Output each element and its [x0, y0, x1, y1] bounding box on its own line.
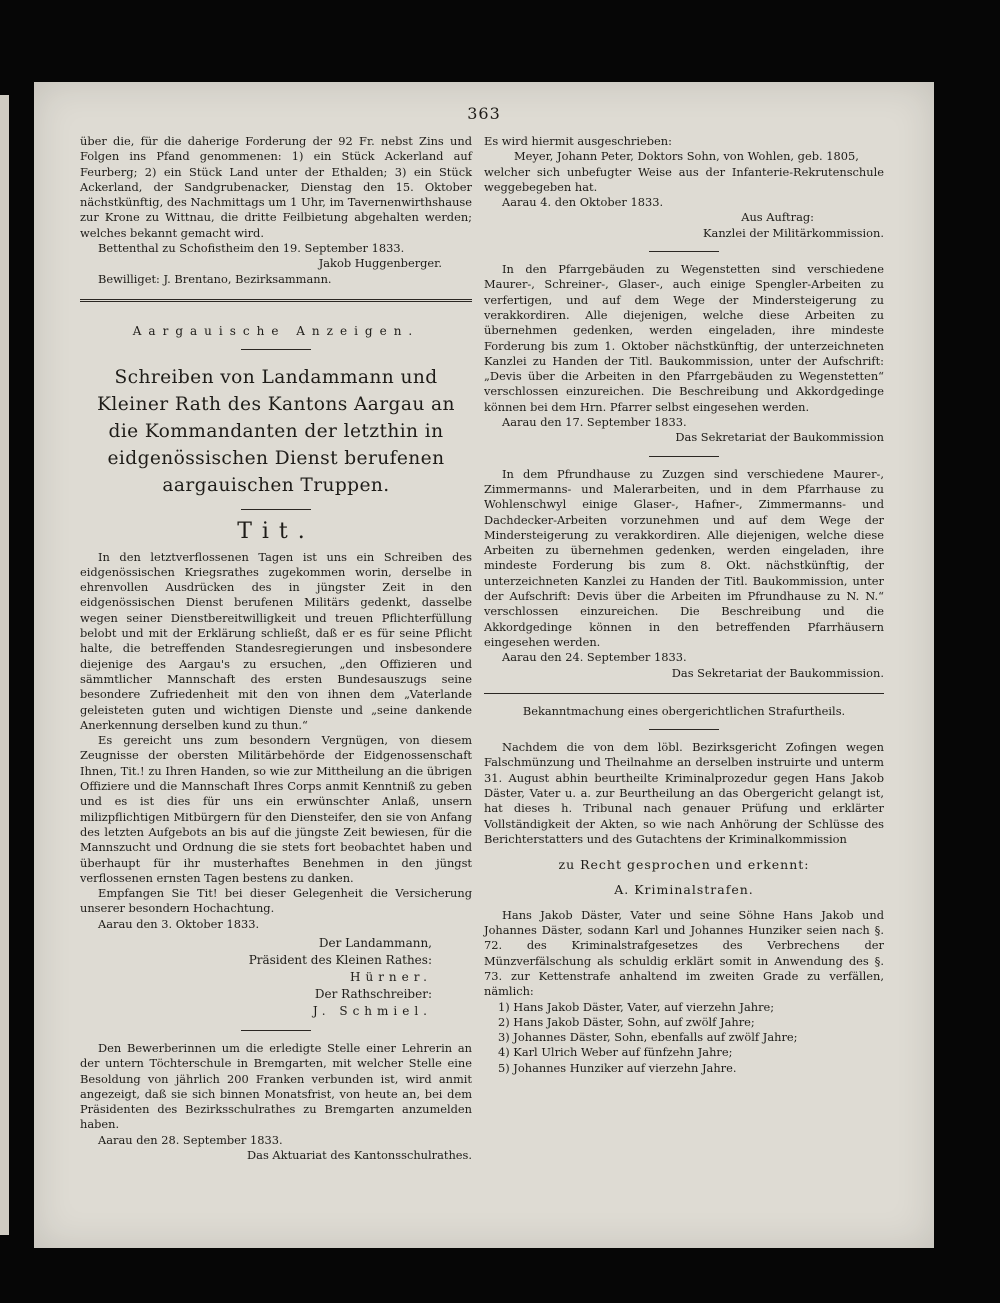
section-rule — [484, 693, 884, 694]
short-rule — [241, 1030, 311, 1031]
signature-title: Der Rathschreiber: — [314, 986, 432, 1001]
verdict-decision: zu Recht gesprochen und erkennt: — [558, 857, 810, 873]
recruit-text: welcher sich unbefugter Weise aus der Infanterie-Rekrutenschule weggebegeben hat. — [484, 164, 884, 194]
verdict-subheading: A. Kriminalstrafen. — [614, 882, 754, 898]
zuzgen-notice-signer: Das Sekretariat der Baukommission. — [671, 665, 884, 680]
verdict-body: Hans Jakob Däster, Vater und seine Söhne Hans Jakob und Johannes Däster, sodann Karl und Johannes Hunziker seien nach §. 72. des Kriminalstrafgesetzes des Verbrechens der Münzverfälschung als schuldig erklärt somit in Anwendung des §. 73. zur Kettenstrafe anhaltend im zweiten Grade zu verfällen, nämlich: — [484, 907, 884, 999]
short-rule — [241, 349, 311, 350]
list-item: 5) Johannes Hunziker auf vierzehn Jahre. — [498, 1060, 737, 1075]
zuzgen-notice-date: Aarau den 24. September 1833. — [502, 650, 687, 665]
list-item: 3) Johannes Däster, Sohn, ebenfalls auf zwölf Jahre; — [498, 1030, 798, 1045]
letter-paragraph-1: In den letztverflossenen Tagen ist uns ein Schreiben des eidgenössischen Kriegsrathes zugekommen worin, derselbe in ehrenvollen Ausdrücken des in jüngster Zeit in den eidgenössischen Dienst berufenen Militärs gedenkt, dasselbe wegen seiner Dienstbereitwilligkeit und treuen Pflichterfüllung belobt und mit der Erklärung schließt, daß er es für seine Pflicht halte, die betreffenden Standesregierungen und insbesondere diejenige des Aargau's zu ersuchen, „den Offizieren und sämmtlicher Mannschaft des ersten Bundesauszugs seine besondere Zufriedenheit mit den von ihnen dem „Vaterlande geleisteten guten und wichtigen Dienste und „seine dankende Anerkennung derselben kund zu thun.“ — [80, 549, 472, 732]
right-column — [484, 134, 884, 1076]
wegenstetten-notice-signer: Das Sekretariat der Baukommission — [675, 430, 884, 445]
short-rule — [649, 456, 719, 457]
sentence-list — [484, 1000, 884, 1076]
list-item: 1) Hans Jakob Däster, Vater, auf vierzehn Jahre; — [498, 999, 775, 1014]
recruit-name: Meyer, Johann Peter, Doktors Sohn, von Wohlen, geb. 1805, — [514, 149, 859, 164]
list-item: 4) Karl Ulrich Weber auf fünfzehn Jahre; — [498, 1045, 733, 1060]
wegenstetten-notice-date: Aarau den 17. September 1833. — [502, 415, 687, 430]
page-number: 363 — [467, 104, 501, 123]
letter-date: Aarau den 3. Oktober 1833. — [98, 916, 260, 931]
recruit-intro: Es wird hiermit ausgeschrieben: — [484, 134, 672, 148]
auction-approval: Bewilliget: J. Brentano, Bezirksammann. — [98, 271, 332, 286]
teacher-ad-signer: Das Aktuariat des Kantonsschulrathes. — [247, 1148, 472, 1163]
section-heading: Aargauische Anzeigen. — [132, 323, 420, 338]
double-rule — [80, 299, 472, 302]
letter-headline: Schreiben von Landammann und Kleiner Rath des Kantons Aargau an die Kommandanten der letzthin in eidgenössischen Dienst berufenen aargauischen Truppen. — [97, 367, 455, 497]
short-rule — [649, 251, 719, 252]
verdict-heading: Bekanntmachung eines obergerichtlichen Strafurtheils. — [522, 703, 846, 718]
adjacent-page-edge — [0, 95, 9, 1235]
short-rule — [241, 509, 311, 510]
auction-place-date: Bettenthal zu Schofistheim den 19. September 1833. — [98, 241, 405, 256]
recruit-date: Aarau 4. den Oktober 1833. — [502, 195, 664, 210]
recruit-signature: Aus Auftrag: — [741, 210, 814, 225]
newspaper-page — [34, 82, 934, 1248]
signature-title: Präsident des Kleinen Rathes: — [248, 952, 432, 967]
auction-signer: Jakob Huggenberger. — [318, 256, 442, 271]
list-item: 2) Hans Jakob Däster, Sohn, auf zwölf Jahre; — [498, 1014, 755, 1029]
signature-name: Hürner. — [350, 969, 432, 984]
short-rule — [649, 729, 719, 730]
teacher-ad-date: Aarau den 28. September 1833. — [98, 1132, 283, 1147]
wegenstetten-notice-text: In den Pfarrgebäuden zu Wegenstetten sind verschiedene Maurer-, Schreiner-, Glaser-, auch einige Spengler-Arbeiten zu verfertigen, und auf dem Wege der Mindersteigerung zu verakkordiren. Alle diejenigen, welche diese Arbeiten zu übernehmen gedenken, werden eingeladen, ihre mindeste Forderung bis zum 1. Oktober nächstkünftig, der unterzeichneten Kanzlei zu Handen der Titl. Baukommission, unter der Aufschrift: „Devis über die Arbeiten in den Pfarrgebäuden zu Wegenstetten“ verschlossen einzureichen. Die Beschreibung und Akkordgedinge können bei dem Hrn. Pfarrer selbst eingesehen werden. — [484, 262, 884, 414]
signature-title: Der Landammann, — [318, 935, 432, 950]
letter-signature — [80, 935, 472, 1020]
letter-paragraph-2: Es gereicht uns zum besondern Vergnügen, von diesem Zeugnisse der obersten Militärbehörde der Eidgenossenschaft Ihnen, Tit.! zu Ihren Handen, so wie zur Mittheilung an die übrigen Offiziere und die Mannschaft Ihres Corps anmit Kenntniß zu geben und es ist dies für uns ein erwünschter Anlaß, unsern milizpflichtigen Mitbürgern für den Diensteifer, den sie von Anfang des letzten Aufgebots an bis auf die jüngste Zeit bewiesen, für die Mannszucht und Ordnung die sie stets fort beobachtet haben und überhaupt für ihr musterhaftes Benehmen in den jüngst verflossenen ernsten Tagen bestens zu danken. — [80, 733, 472, 885]
verdict-text: Nachdem die von dem löbl. Bezirksgericht Zofingen wegen Falschmünzung und Theilnahme an derselben instruirte und unterm 31. August abhin beurtheilte Kriminalprozedur gegen Hans Jakob Däster, Vater u. a. zur Beurtheilung an das Obergericht gelangt ist, hat dieses h. Tribunal nach genauer Prüfung und erklärter Vollständigkeit der Akten, so wie nach Anhörung der Schlüsse des Berichterstatters und des Gutachtens der Kriminalkommission — [484, 740, 884, 846]
letter-paragraph-3: Empfangen Sie Tit! bei dieser Gelegenheit die Versicherung unserer besondern Hochachtung. — [80, 886, 472, 916]
signature-name: J. Schmiel. — [312, 1003, 432, 1018]
letter-salutation: Tit. — [237, 519, 315, 545]
zuzgen-notice-text: In dem Pfrundhause zu Zuzgen sind verschiedene Maurer-, Zimmermanns- und Malerarbeiten, und in dem Pfarrhause zu Wohlenschwyl einige Glaser-, Hafner-, Zimmermanns- und Dachdecker-Arbeiten vorzunehmen und auf dem Wege der Mindersteigerung zu verakkordiren. Alle diejenigen, welche diese Arbeiten zu übernehmen gedenken, werden eingeladen, ihre mindeste Forderung bis zum 8. Okt. nächstkünftig, der unterzeichneten Kanzlei zu Handen der Titl. Baukommission, unter der Aufschrift: Devis über die Arbeiten im Pfrundhause zu N. N.“ verschlossen einzureichen. Die Beschreibung und die Akkordgedinge können in den betreffenden Pfarrhäusern eingesehen werden. — [484, 466, 884, 649]
teacher-ad-text: Den Bewerberinnen um die erledigte Stelle einer Lehrerin an der untern Töchterschule in Bremgarten, mit welcher Stelle eine Besoldung von jährlich 200 Franken verbunden ist, wird anmit angezeigt, daß sie sich binnen Monatsfrist, von heute an, bei dem Präsidenten des Bezirksschulrathes zu Bremgarten anzumelden haben. — [80, 1040, 472, 1132]
left-column — [80, 134, 472, 1163]
recruit-signature: Kanzlei der Militärkommission. — [703, 225, 884, 240]
auction-notice-text: über die, für die daherige Forderung der 92 Fr. nebst Zins und Folgen ins Pfand genommenen: 1) ein Stück Ackerland auf Feurberg; 2) ein Stück Land unter der Ethalden; 3) ein Stück Ackerland, der Sandgrubenacker, Dienstag den 15. Oktober nächstkünftig, des Nachmittags um 1 Uhr, im Tavernenwirthshause zur Krone zu Wittnau, die dritte Feilbietung abgehalten werden; welches bekannt gemacht wird. — [80, 134, 472, 240]
